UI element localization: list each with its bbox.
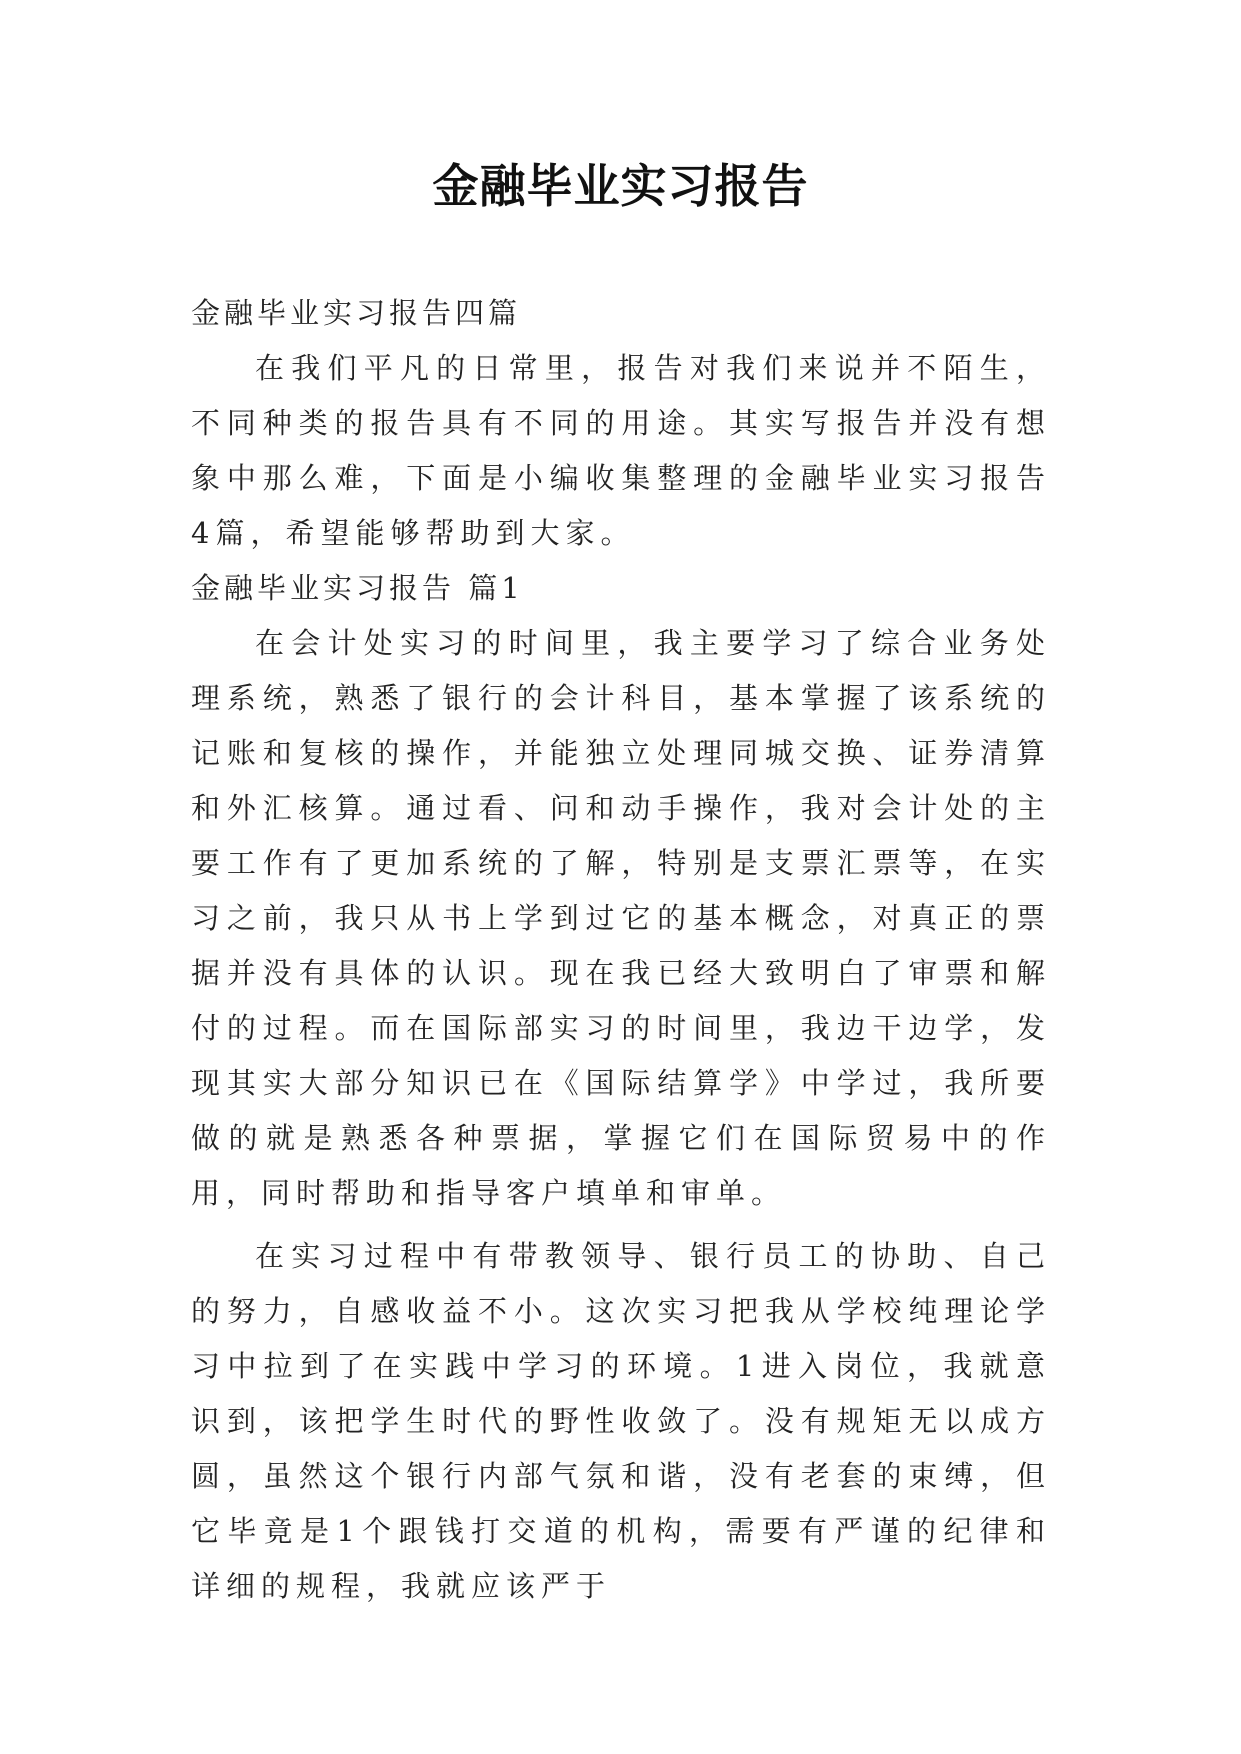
document-subtitle: 金融毕业实习报告四篇 (191, 296, 522, 330)
paragraph-gap (191, 1221, 1051, 1229)
section-heading: 金融毕业实习报告 篇1 (191, 571, 524, 605)
body-paragraph-1: 在会计处实习的时间里，我主要学习了综合业务处理系统，熟悉了银行的会计科目，基本掌握了该系统的记账和复核的操作，并能独立处理同城交换、证券清算和外汇核算。通过看、问和动手操作，我对会计处的主要工作有了更加系统的了解，特别是支票汇票等，在实习之前，我只从书上学到过它的基本概念，对真正的票据并没有具体的认识。现在我已经大致明白了审票和解付的过程。而在国际部实习的时间里，我边干边学，发现其实大部分知识已在《国际结算学》中学过，我所要做的就是熟悉各种票据，掌握它们在国际贸易中的作用，同时帮助和指导客户填单和审单。 (191, 626, 1051, 1210)
body-paragraph-2: 在实习过程中有带教领导、银行员工的协助、自己的努力，自感收益不小。这次实习把我从学校纯理论学习中拉到了在实践中学习的环境。1进入岗位，我就意识到，该把学生时代的野性收敛了。没有规矩无以成方圆，虽然这个银行内部气氛和谐，没有老套的束缚，但它毕竟是1个跟钱打交道的机构，需要有严谨的纪律和详细的规程，我就应该严于 (191, 1239, 1051, 1603)
document-body (191, 286, 1051, 1614)
intro-paragraph: 在我们平凡的日常里，报告对我们来说并不陌生，不同种类的报告具有不同的用途。其实写报告并没有想象中那么难，下面是小编收集整理的金融毕业实习报告4篇，希望能够帮助到大家。 (191, 351, 1051, 550)
document-title: 金融毕业实习报告 (432, 159, 809, 213)
